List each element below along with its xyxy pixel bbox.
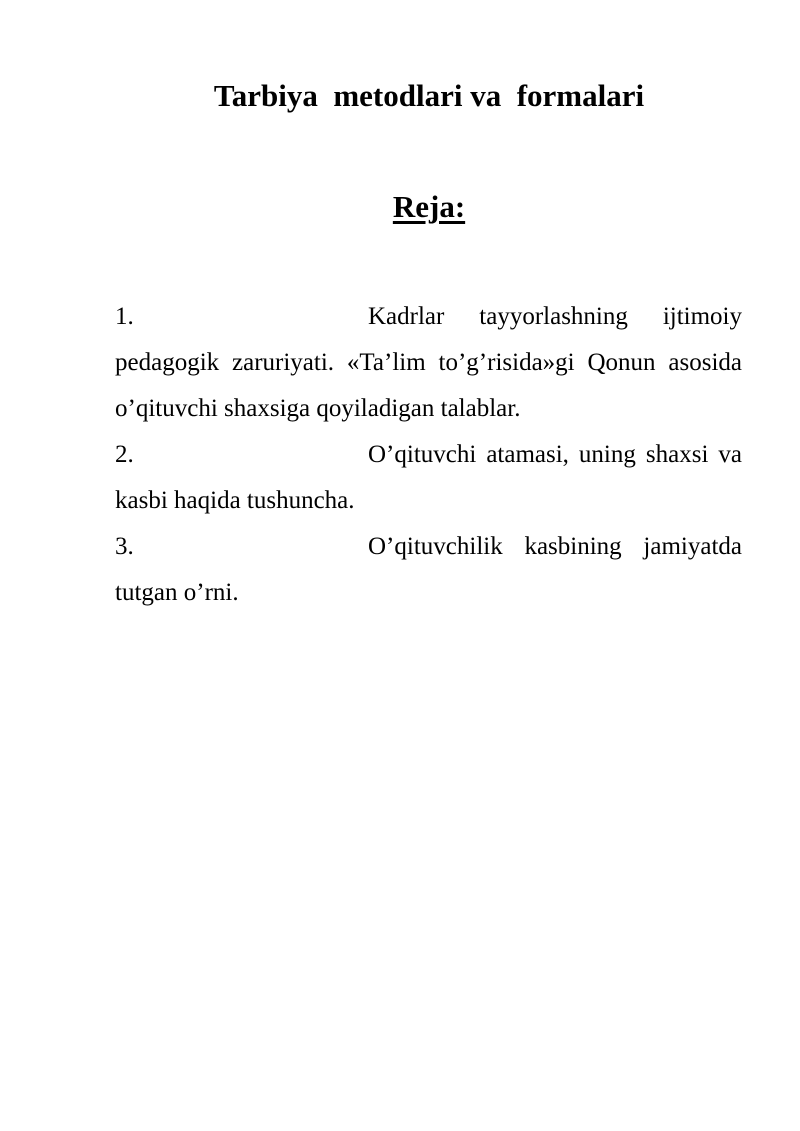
document-title: Tarbiya metodlari va formalari <box>213 78 645 113</box>
plan-item-text: O’qituvchilik kasbining jamiyatda tutgan o’rni. <box>115 533 742 606</box>
plan-item-number: 3. <box>115 533 134 560</box>
plan-list <box>115 294 742 616</box>
plan-item-number: 2. <box>115 441 134 468</box>
plan-item-2 <box>115 432 742 524</box>
plan-heading: Reja: <box>392 189 466 224</box>
plan-item-text: Kadrlar tayyorlashning ijtimoiy pedagogik zaruriyati. «Ta’lim to’g’risida»gi Qonun asosida o’qituvchi shaxsiga qoyiladigan talablar. <box>115 303 742 422</box>
plan-item-number: 1. <box>115 303 134 330</box>
plan-item-3 <box>115 524 742 616</box>
plan-item-text: O’qituvchi atamasi, uning shaxsi va kasbi haqida tushuncha. <box>115 441 742 514</box>
plan-item-1 <box>115 294 742 432</box>
